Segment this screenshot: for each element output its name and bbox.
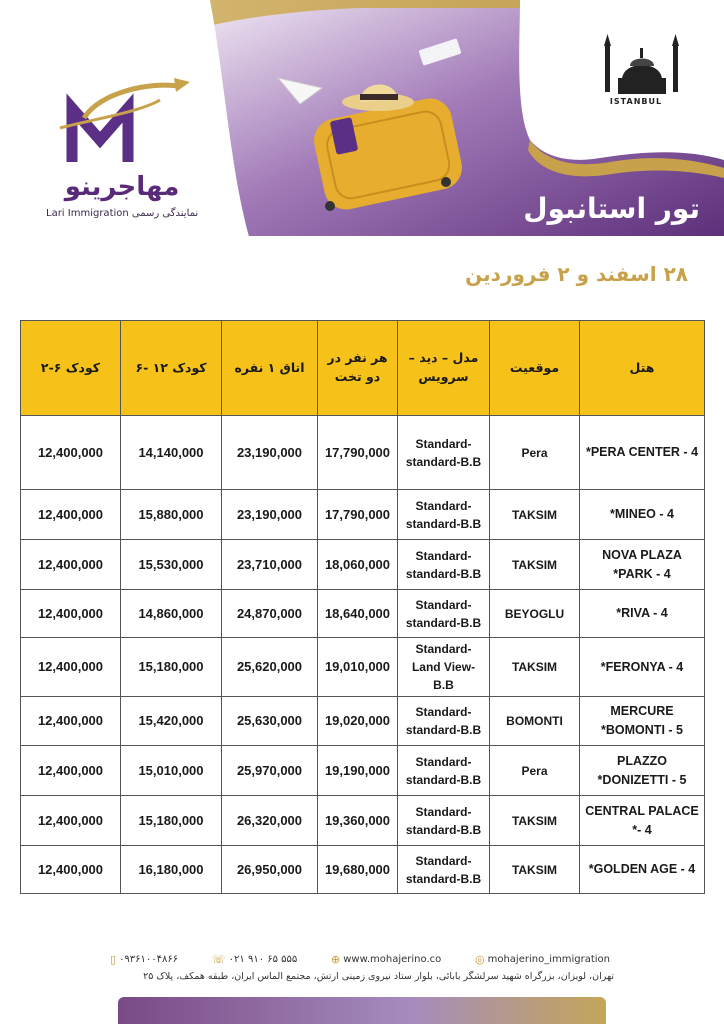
footer-website-text: www.mohajerino.co [343,954,442,965]
cell-child-2-6-price: 12,400,000 [21,746,121,796]
cell-hotel: CENTRAL PALACE - 4* [580,796,705,846]
cell-double-price: 19,010,000 [318,638,398,697]
cell-child-6-12-price: 15,010,000 [121,746,222,796]
cell-hotel: RIVA - 4* [580,590,705,638]
brand-name: مهاجرینو [64,172,180,202]
footer-instagram[interactable] [475,953,610,966]
brand-subtitle-persian: نمایندگی رسمی [131,208,199,219]
cell-room: Standard-standard-B.B [398,846,490,894]
cell-child-2-6-price: 12,400,000 [21,638,121,697]
cell-location: TAKSIM [490,796,580,846]
cell-child-6-12-price: 15,180,000 [121,638,222,697]
table-row [21,490,705,540]
footer-contacts [110,953,610,966]
table-row [21,590,705,638]
cell-hotel: MERCURE BOMONTI - 5* [580,697,705,746]
cell-child-6-12-price: 14,140,000 [121,416,222,490]
brand-subtitle [46,208,199,219]
cell-location: BOMONTI [490,697,580,746]
footer-website[interactable] [331,953,441,966]
table-row [21,796,705,846]
header-banner [0,0,724,250]
footer-mobile[interactable] [110,953,178,966]
table-row [21,416,705,490]
cell-hotel: MINEO - 4* [580,490,705,540]
cell-room: Standard-Land View-B.B [398,638,490,697]
cell-single-price: 25,970,000 [222,746,318,796]
cell-double-price: 19,680,000 [318,846,398,894]
cell-location: Pera [490,416,580,490]
header-child-2-6: کودک ۶-۲ [21,321,121,416]
cell-child-6-12-price: 15,420,000 [121,697,222,746]
globe-icon: ⊕ [331,953,341,966]
table-row [21,540,705,590]
cell-room: Standard-standard-B.B [398,490,490,540]
cell-child-2-6-price: 12,400,000 [21,697,121,746]
cell-hotel: FERONYA - 4* [580,638,705,697]
cell-room: Standard-standard-B.B [398,796,490,846]
table-row [21,746,705,796]
header-single: اتاق ۱ نفره [222,321,318,416]
cell-double-price: 18,640,000 [318,590,398,638]
cell-location: BEYOGLU [490,590,580,638]
price-table [20,320,705,894]
cell-child-2-6-price: 12,400,000 [21,846,121,894]
table-row [21,697,705,746]
cell-single-price: 23,190,000 [222,416,318,490]
cell-single-price: 26,950,000 [222,846,318,894]
cell-room: Standard-standard-B.B [398,540,490,590]
cell-single-price: 25,620,000 [222,638,318,697]
city-badge: ISTANBUL [609,97,663,106]
cell-single-price: 23,710,000 [222,540,318,590]
cell-child-6-12-price: 14,860,000 [121,590,222,638]
cell-hotel: NOVA PLAZA PARK - 4* [580,540,705,590]
cell-child-2-6-price: 12,400,000 [21,490,121,540]
instagram-icon: ◎ [475,953,485,966]
cell-room: Standard-standard-B.B [398,590,490,638]
tour-dates: ۲۸ اسفند و ۲ فروردین [465,262,688,286]
footer-address: تهران، لویزان، بزرگراه شهید سرلشگر بابائی، بلوار ستاد نیروی زمینی ارتش، مجتمع الماس ایران، طبقه همکف، پلاک ۲۵ [143,971,614,982]
cell-location: TAKSIM [490,540,580,590]
cell-double-price: 19,360,000 [318,796,398,846]
cell-single-price: 25,630,000 [222,697,318,746]
cell-room: Standard-standard-B.B [398,697,490,746]
cell-child-6-12-price: 16,180,000 [121,846,222,894]
header-child-6-12: کودک ۱۲ -۶ [121,321,222,416]
cell-location: TAKSIM [490,490,580,540]
footer-mobile-text: ۰۹۳۶۱۰۰۴۸۶۶ [119,954,179,965]
cell-double-price: 19,020,000 [318,697,398,746]
cell-double-price: 18,060,000 [318,540,398,590]
cell-single-price: 26,320,000 [222,796,318,846]
header-room: مدل – دید – سرویس [398,321,490,416]
footer-instagram-text: mohajerino_immigration [487,954,610,965]
cell-hotel: GOLDEN AGE - 4* [580,846,705,894]
cell-hotel: PLAZZO DONIZETTI - 5* [580,746,705,796]
table-row [21,846,705,894]
cell-single-price: 23,190,000 [222,490,318,540]
cell-double-price: 17,790,000 [318,490,398,540]
phone-icon: ☏ [211,953,226,966]
header-hotel: هتل [580,321,705,416]
cell-location: Pera [490,746,580,796]
footer-phone[interactable] [212,953,297,966]
cell-child-6-12-price: 15,530,000 [121,540,222,590]
table-row [21,638,705,697]
footer-decorative-bar [118,997,606,1024]
table-body [21,416,705,894]
tour-title: تور استانبول [523,192,700,225]
footer-phone-text: ۰۲۱ ۹۱۰ ۶۵ ۵۵۵ [228,954,298,965]
cell-double-price: 17,790,000 [318,416,398,490]
mobile-icon: ▯ [110,953,117,966]
cell-child-2-6-price: 12,400,000 [21,590,121,638]
cell-location: TAKSIM [490,638,580,697]
cell-single-price: 24,870,000 [222,590,318,638]
cell-child-2-6-price: 12,400,000 [21,416,121,490]
cell-child-6-12-price: 15,180,000 [121,796,222,846]
header-location: موقعیت [490,321,580,416]
cell-room: Standard-standard-B.B [398,416,490,490]
cell-child-2-6-price: 12,400,000 [21,540,121,590]
cell-child-2-6-price: 12,400,000 [21,796,121,846]
cell-double-price: 19,190,000 [318,746,398,796]
cell-room: Standard-standard-B.B [398,746,490,796]
table-header-row [21,321,705,416]
brand-subtitle-latin: Lari Immigration [46,208,129,219]
cell-location: TAKSIM [490,846,580,894]
cell-hotel: PERA CENTER - 4* [580,416,705,490]
header-double: هر نفر در دو تخت [318,321,398,416]
cell-child-6-12-price: 15,880,000 [121,490,222,540]
